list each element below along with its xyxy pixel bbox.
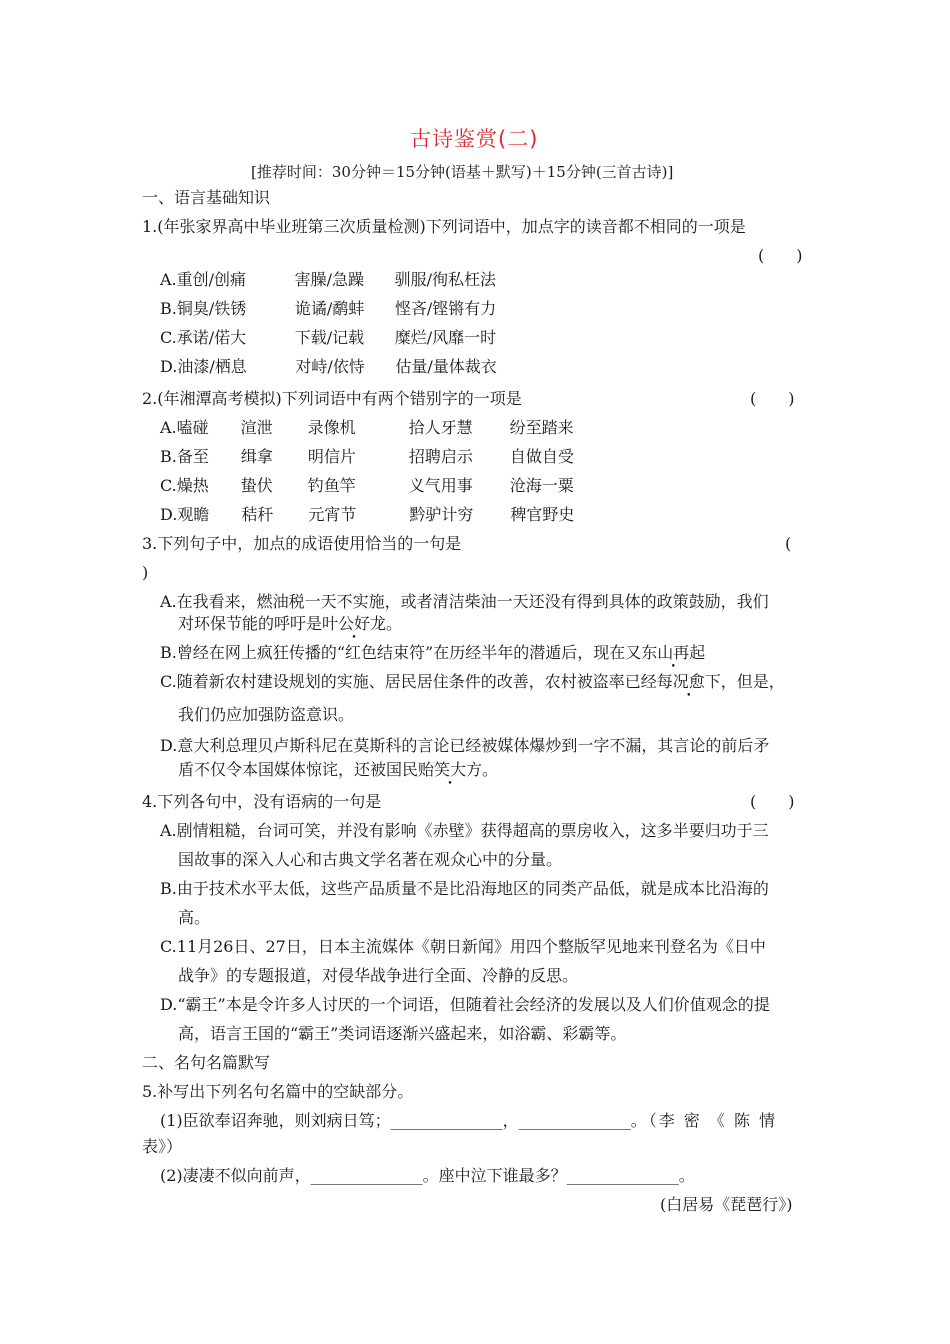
word: 秸秆 xyxy=(241,505,274,524)
q1-option-c xyxy=(160,328,496,348)
word: 纷至踏来 xyxy=(509,418,574,437)
word-pair: 油漆/栖息 xyxy=(177,357,247,376)
q5-item-2-source: (白居易《琵琶行》) xyxy=(660,1195,793,1214)
page-title: 古诗鉴赏(二) xyxy=(410,127,539,151)
dotted-idiom: 叶公好龙 xyxy=(322,614,387,633)
fill-blank[interactable]: ______________ xyxy=(390,1111,503,1130)
q3-option-d-line2 xyxy=(178,760,498,780)
word: 义气用事 xyxy=(408,476,473,495)
word: 嗑碰 xyxy=(176,418,209,437)
q3-option-b xyxy=(160,643,705,663)
option-label: D. xyxy=(160,357,178,376)
text: ， xyxy=(502,1111,519,1130)
word: 渲泄 xyxy=(240,418,273,437)
word: 观瞻 xyxy=(177,505,210,524)
word: 缉拿 xyxy=(240,447,273,466)
option-label: D. xyxy=(160,505,178,524)
q3-option-a-line1: A.在我看来，燃油税一天不实施，或者清洁柴油一天还没有得到具体的政策鼓励，我们 xyxy=(160,592,769,611)
q5-item-1-source-cont: 表》） xyxy=(142,1137,183,1156)
text: ，但是， xyxy=(720,672,785,691)
q3-option-a-line2 xyxy=(178,614,402,634)
q1-answer-paren: ( ) xyxy=(758,246,803,265)
fill-blank[interactable]: ______________ xyxy=(566,1166,679,1185)
option-label: A. xyxy=(160,418,177,437)
word: 元宵节 xyxy=(308,505,357,524)
q4-option-a-line2: 国故事的深入人心和古典文学名著在观众心中的分量。 xyxy=(178,850,563,869)
word-pair: 糜烂/风靡一时 xyxy=(394,328,497,347)
page-subtitle: [推荐时间：30分钟＝15分钟(语基＋默写)＋15分钟(三首古诗)] xyxy=(251,163,674,181)
word-pair: 估量/量体裁衣 xyxy=(395,357,497,376)
q2-option-a xyxy=(160,418,574,438)
section-heading-2: 二、名句名篇默写 xyxy=(142,1053,271,1072)
option-label: A. xyxy=(160,270,177,289)
q2-option-b xyxy=(160,447,574,467)
word-pair: 铜臭/铁锈 xyxy=(176,299,247,318)
q4-stem: 4.下列各句中，没有语病的一句是 xyxy=(142,792,382,811)
dotted-idiom: 东山再起 xyxy=(641,643,706,662)
word: 钓鱼竿 xyxy=(307,476,356,495)
word: 拾人牙慧 xyxy=(408,418,473,437)
word: 蛰伏 xyxy=(240,476,273,495)
q3-paren-close: ) xyxy=(142,563,149,582)
q4-option-a-line1: A.剧情粗糙，台词可笑，并没有影响《赤壁》获得超高的票房收入，这多半要归功于三 xyxy=(160,821,769,840)
text: (1)臣欲奉诏奔驰，则刘病日笃； xyxy=(160,1111,391,1130)
text: B.曾经在网上疯狂传播的“红色结束符”在历经半年的潜遁后，现在又 xyxy=(160,643,642,662)
word: 明信片 xyxy=(307,447,356,466)
word: 录像机 xyxy=(307,418,356,437)
text: 。 xyxy=(482,760,499,779)
source-citation: 。（李 密 《 陈 情 xyxy=(630,1111,778,1130)
q2-option-c xyxy=(160,476,574,496)
word-pair: 对峙/依恃 xyxy=(295,357,365,376)
option-label: C. xyxy=(160,328,177,347)
option-label: B. xyxy=(160,447,177,466)
word-pair: 重创/创痛 xyxy=(176,270,247,289)
text: (2)凄凄不似向前声， xyxy=(160,1166,311,1185)
word: 备至 xyxy=(176,447,209,466)
q4-option-b-line2: 高。 xyxy=(178,908,211,927)
q3-option-c-line1 xyxy=(160,672,785,692)
q4-option-c-line1: C.11月26日、27日，日本主流媒体《朝日新闻》用四个整版罕见地来刊登名为《日中 xyxy=(160,937,766,956)
text: 盾不仅令本国媒体惊诧，还被国民 xyxy=(178,760,419,779)
q2-stem: 2.(年湘潭高考模拟)下列词语中有两个错别字的一项是 xyxy=(142,389,522,408)
q5-item-2 xyxy=(160,1166,695,1186)
q4-answer-paren: ( ) xyxy=(750,792,795,811)
word: 招聘启示 xyxy=(408,447,473,466)
text: C.随着新农村建设规划的实施、居民居住条件的改善，农村被盗率已经 xyxy=(160,672,657,691)
q3-stem: 3.下列句子中，加点的成语使用恰当的一句是 xyxy=(142,534,462,553)
q4-option-b-line1: B.由于技术水平太低，这些产品质量不是比沿海地区的同类产品低，就是成本比沿海的 xyxy=(160,879,769,898)
q1-option-b xyxy=(160,299,496,319)
q2-option-d xyxy=(160,505,574,525)
q3-option-d-line1: D.意大利总理贝卢斯科尼在莫斯科的言论已经被媒体爆炒到一字不漏，其言论的前后矛 xyxy=(160,736,770,755)
q5-stem: 5.补写出下列名句名篇中的空缺部分。 xyxy=(142,1082,414,1101)
q4-option-d-line1: D.“霸王”本是令许多人讨厌的一个词语，但随着社会经济的发展以及人们价值观念的提 xyxy=(160,995,770,1014)
word: 燥热 xyxy=(176,476,209,495)
option-label: C. xyxy=(160,476,177,495)
word: 自做自受 xyxy=(509,447,574,466)
q2-answer-paren: ( ) xyxy=(750,389,795,408)
word-pair: 承诺/偌大 xyxy=(176,328,247,347)
word: 稗官野史 xyxy=(510,505,575,524)
word-pair: 诡谲/鹬蚌 xyxy=(294,299,365,318)
word: 黔驴计穷 xyxy=(409,505,474,524)
fill-blank[interactable]: ______________ xyxy=(310,1166,423,1185)
word-pair: 下载/记载 xyxy=(294,328,365,347)
q3-paren-open: ( xyxy=(785,534,792,553)
fill-blank[interactable]: ______________ xyxy=(518,1111,631,1130)
word-pair: 悭吝/铿锵有力 xyxy=(394,299,497,318)
q1-option-d xyxy=(160,357,497,377)
q4-option-c-line2: 战争》的专题报道，对侵华战争进行全面、冷静的反思。 xyxy=(178,966,579,985)
q4-option-d-line2: 高，语言王国的“霸王”类词语逐渐兴盛起来，如浴霸、彩霸等。 xyxy=(178,1024,627,1043)
text: 对环保节能的呼吁是 xyxy=(178,614,323,633)
word-pair: 害臊/急躁 xyxy=(294,270,365,289)
word: 沧海一粟 xyxy=(509,476,574,495)
section-heading-1: 一、语言基础知识 xyxy=(142,188,271,207)
text: 。 xyxy=(386,614,403,633)
dotted-idiom: 贻笑大方 xyxy=(418,760,483,779)
q3-option-c-line2: 我们仍应加强防盗意识。 xyxy=(178,705,355,724)
option-label: B. xyxy=(160,299,177,318)
q1-stem: 1.(年张家界高中毕业班第三次质量检测)下列词语中，加点字的读音都不相同的一项是 xyxy=(142,217,746,236)
word-pair: 驯服/徇私枉法 xyxy=(394,270,497,289)
text: 。 xyxy=(678,1166,695,1185)
q1-option-a xyxy=(160,270,496,290)
dotted-idiom: 每况愈下 xyxy=(656,672,721,691)
text: 。座中泣下谁最多？ xyxy=(422,1166,567,1185)
q5-item-1 xyxy=(160,1111,777,1131)
